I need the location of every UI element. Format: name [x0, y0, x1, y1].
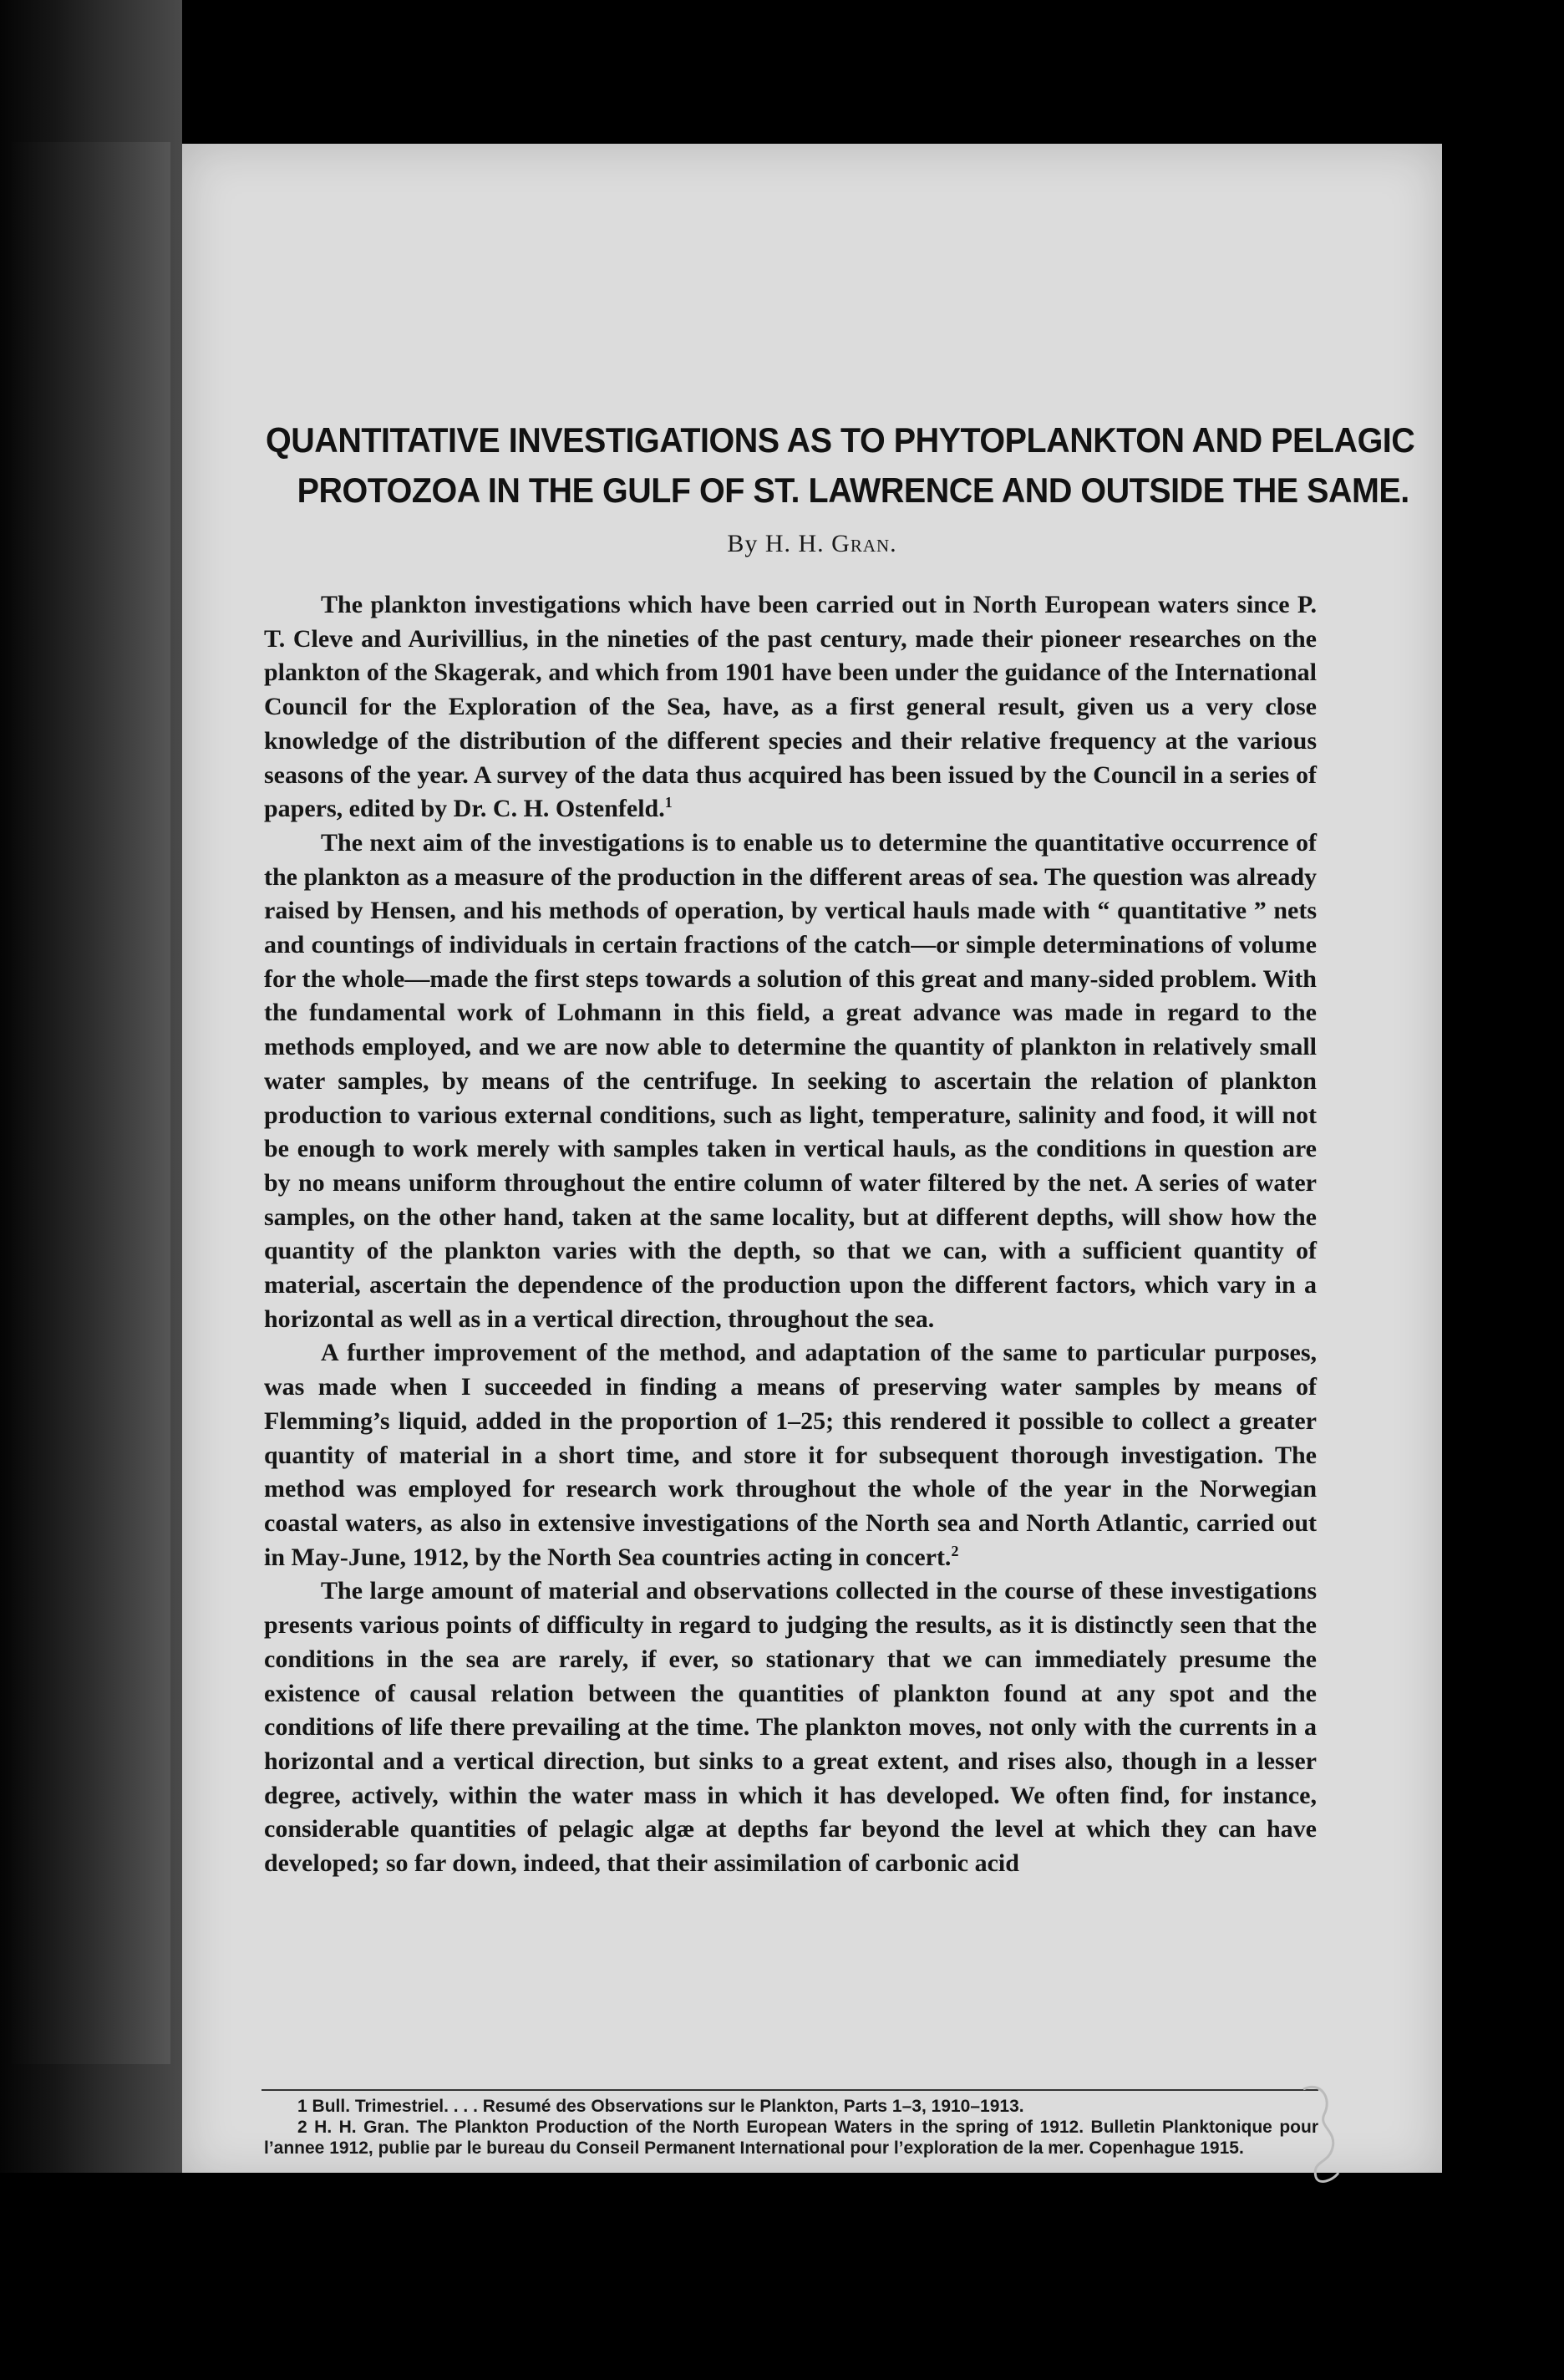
- scanner-bottom-edge: [0, 2173, 1564, 2380]
- paragraph-3: [264, 1336, 1317, 1574]
- document-page: [182, 144, 1442, 2181]
- pencil-mark-icon: [1287, 2081, 1353, 2189]
- footnote-rule: [262, 2089, 1318, 2091]
- footnote-1-text: Bull. Trimestriel. . . . Resumé des Observations sur le Plankton, Parts 1–3, 1910–1913.: [312, 2097, 1024, 2116]
- article-title: [266, 415, 1415, 516]
- author-name: Gran.: [831, 530, 897, 557]
- footnotes: [264, 2096, 1318, 2159]
- footnote-2-mark: 2: [297, 2118, 307, 2137]
- scanner-left-edge: [0, 0, 182, 2380]
- paragraph-2: The next aim of the investigations is to enable us to determine the quantitative occurrence of the plankton as a measure of the production in the different areas of sea. The question was already raised by Hensen, and his methods of operation, by vertical hauls made with “ quantitative ” nets and countings of individuals in certain fractions of the catch—or simple determinations of volume for the whole—made the first steps towards a solution of this great and many-sided problem. With the fundamental work of Lohmann in this field, a great advance was made in regard to the methods employed, and we are now able to determine the quantity of plankton in relatively small water samples, by means of the centrifuge. In seeking to ascertain the relation of plankton production to various external conditions, such as light, temperature, salinity and food, it will not be enough to work merely with samples taken in vertical hauls, as the conditions in question are by no means uniform throughout the entire column of water filtered by the net. A series of water samples, on the other hand, taken at the same locality, but at different depths, will show how the quantity of the plankton varies with the depth, so that we can, with a sufficient quantity of material, ascertain the dependence of the production upon the different factors, which vary in a horizontal as well as in a vertical direction, throughout the sea.: [264, 828, 1317, 1333]
- title-line-1: QUANTITATIVE INVESTIGATIONS AS TO PHYTOPLANKTON AND PELAGIC: [266, 420, 1415, 460]
- footnote-1-mark: 1: [297, 2097, 307, 2116]
- footnote-ref-2: 2: [951, 1542, 959, 1559]
- paragraph-4: The large amount of material and observations collected in the course of these investigations presents various points of difficulty in regard to judging the results, as it is distinctly seen that the conditions in the sea are rarely, if ever, so stationary that we can immediately presume the existence of causal relation between the quantities of plankton found at any spot and the conditions of life there prevailing at the time. The plankton moves, not only with the currents in a horizontal and a vertical direction, but sinks to a great extent, and rises also, though in a lesser degree, actively, within the water mass in which it has developed. We often find, for instance, considerable quantities of pelagic algæ at depths far beyond the level at which they can have developed; so far down, indeed, that their assimilation of carbonic acid: [264, 1577, 1317, 1878]
- footnote-ref-1: 1: [664, 794, 673, 811]
- byline-prefix: By H. H.: [727, 530, 832, 557]
- article-body: [264, 588, 1317, 1881]
- paragraph-1-text: The plankton investigations which have been carried out in North European waters since P. T. Cleve and Aurivillius, in the nineties of the past century, made their pioneer researches on the plankton of the Skagerak, and which from 1901 have been under the guidance of the International Council for the Exploration of the Sea, have, as a first general result, given us a very close knowledge of the distribution of the different species and their relative frequency at the various seasons of the year. A survey of the data thus acquired has been issued by the Council in a series of papers, edited by Dr. C. H. Ostenfeld.: [264, 591, 1317, 823]
- byline: [182, 530, 1442, 558]
- paragraph-1: [264, 588, 1317, 826]
- title-line-2: PROTOZOA IN THE GULF OF ST. LAWRENCE AND OUTSIDE THE SAME.: [297, 470, 1409, 510]
- footnote-1: [264, 2096, 1318, 2117]
- footnote-2-text: H. H. Gran. The Plankton Production of the North European Waters in the spring of 1912. Bulletin Planktonique pour l’annee 1912, publie par le bureau du Conseil Permanent International pour l’exploration de la mer. Copenhague 1915.: [264, 2118, 1318, 2158]
- paragraph-3-text: A further improvement of the method, and adaptation of the same to particular purposes, was made when I succeeded in finding a means of preserving water samples by means of Flemming’s liquid, added in the proportion of 1–25; this rendered it possible to collect a greater quantity of material in a short time, and store it for subsequent thorough investigation. The method was employed for research work throughout the whole of the year in the Norwegian coastal waters, as also in extensive investigations of the North sea and North Atlantic, carried out in May-June, 1912, by the North Sea countries acting in concert.: [264, 1339, 1317, 1571]
- previous-page-sliver: [12, 142, 170, 2064]
- footnote-2: [264, 2117, 1318, 2159]
